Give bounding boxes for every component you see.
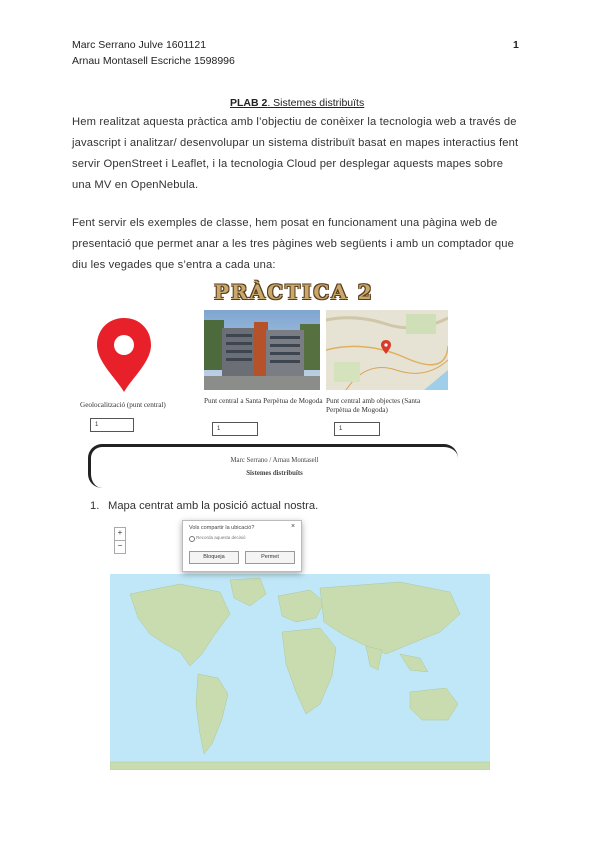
banner-title: PRÀCTICA 2 [214,280,374,304]
close-icon[interactable]: × [291,523,296,530]
paragraph-line: diu les vegades que s’entra a cada una: [72,259,276,271]
allow-button[interactable]: Permet [245,551,295,564]
author-line-2: Arnau Montasell Escriche 1598996 [72,55,235,67]
paragraph-line: servir OpenStreet i Leaflet, i la tecnologia Cloud per desplegar aquests mapes sobre [72,158,504,170]
page-number: 1 [513,39,519,51]
remember-label: Recorda aquesta decisió [196,535,246,540]
landing-page-screenshot [80,278,460,488]
photo-caption[interactable]: Punt central a Santa Perpètua de Mogoda [204,397,323,405]
paragraph-pages [72,213,532,276]
map-thumbnail[interactable] [326,310,448,390]
counter-pin: 1 [90,418,134,432]
zoom-out-button[interactable]: − [114,540,126,554]
world-map-screenshot[interactable] [110,523,490,770]
list-item-text: Mapa centrat amb la posició actual nostra. [108,500,319,512]
dialog-title: Vols compartir la ubicació? [189,525,255,531]
pin-caption[interactable]: Geolocalització (punt central) [80,401,166,409]
paragraph-line: una MV en OpenNebula. [72,179,199,191]
footer-subject: Sistemes distribuïts [246,470,303,477]
world-landmasses [110,574,490,770]
paragraph-line: Hem realitzat aquesta pràctica amb l’objectiu de conèixer la tecnologia web a través de [72,116,517,128]
paragraph-line: presentació que permet anar a les tres pàgines web següents i amb un comptador que [72,238,515,250]
counter-photo: 1 [212,422,258,436]
title-rest: . Sistemes distribuïts [267,97,365,109]
title-bold: PLAB 2 [230,97,268,109]
landing-footer [88,444,458,488]
counter-map: 1 [334,422,380,436]
map-ocean[interactable] [110,574,490,770]
document-title [230,97,364,109]
building-photo[interactable] [204,310,320,390]
block-button[interactable]: Bloqueja [189,551,239,564]
paragraph-intro [72,112,532,196]
map-caption[interactable]: Punt central amb objectes (Santa Perpètua de Mogoda) [326,397,421,414]
paragraph-line: javascript i analitzar/ desenvolupar un sistema distribuït basat en mapes interactius fent [72,137,519,149]
author-line-1: Marc Serrano Julve 1601121 [72,39,207,51]
list-item-number: 1. [90,500,100,512]
location-pin-icon[interactable] [94,316,154,394]
footer-authors: Marc Serrano / Arnau Montasell [230,457,319,464]
zoom-in-button[interactable]: + [114,527,126,541]
location-permission-dialog [182,520,302,572]
paragraph-line: Fent servir els exemples de classe, hem posat en funcionament una pàgina web de [72,217,498,229]
remember-checkbox[interactable] [189,536,195,542]
